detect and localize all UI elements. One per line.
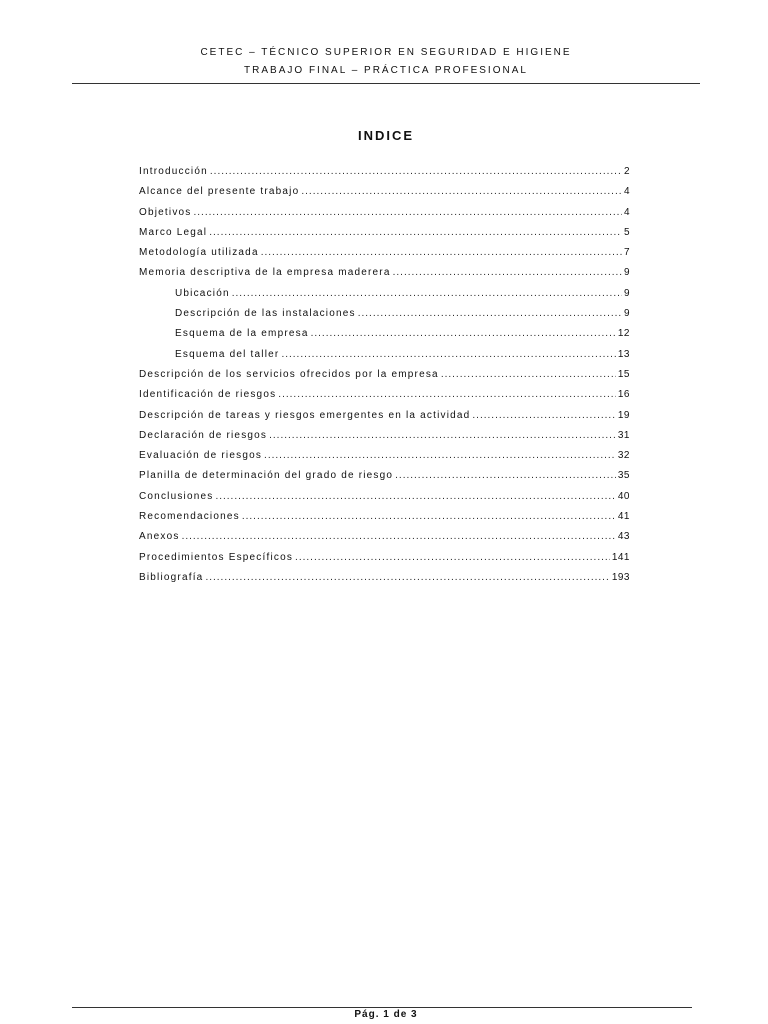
toc-page-number: 5 xyxy=(623,226,630,238)
table-of-contents xyxy=(139,166,630,592)
toc-page-number: 12 xyxy=(617,328,630,340)
toc-entry-title: Anexos xyxy=(139,531,180,543)
toc-leader-dots xyxy=(301,186,622,197)
toc-leader-dots xyxy=(395,470,616,481)
toc-entry-title: Alcance del presente trabajo xyxy=(139,186,300,198)
toc-leader-dots xyxy=(210,166,622,177)
toc-page-number: 9 xyxy=(623,287,630,299)
page-header xyxy=(72,44,700,80)
toc-entry xyxy=(139,207,630,227)
toc-leader-dots xyxy=(393,267,622,278)
toc-subentry xyxy=(139,328,630,348)
toc-page-number: 9 xyxy=(623,267,630,279)
toc-page-number: 16 xyxy=(617,389,630,401)
toc-entry xyxy=(139,552,630,572)
toc-page-number: 4 xyxy=(623,206,630,218)
toc-page-number: 2 xyxy=(623,166,630,177)
toc-page-number: 41 xyxy=(617,511,630,523)
toc-entry-title: Descripción de tareas y riesgos emergentes en la actividad xyxy=(139,409,471,421)
toc-leader-dots xyxy=(295,552,610,563)
toc-entry xyxy=(139,470,630,490)
toc-entry-title: Procedimientos Específicos xyxy=(139,551,294,563)
toc-leader-dots xyxy=(264,450,616,461)
toc-leader-dots xyxy=(182,531,616,542)
toc-entry-title: Esquema del taller xyxy=(175,348,280,360)
toc-subentry xyxy=(139,308,630,328)
toc-page-number: 15 xyxy=(617,368,630,380)
toc-page-number: 141 xyxy=(611,551,630,563)
toc-leader-dots xyxy=(209,227,622,238)
toc-leader-dots xyxy=(472,410,615,421)
toc-entry-title: Bibliografía xyxy=(139,571,204,583)
toc-entry-title: Evaluación de riesgos xyxy=(139,450,263,462)
toc-leader-dots xyxy=(278,389,616,400)
toc-entry-title: Metodología utilizada xyxy=(139,247,259,259)
toc-leader-dots xyxy=(311,328,616,339)
toc-page-number: 9 xyxy=(623,308,630,320)
toc-entry-title: Planilla de determinación del grado de riesgo xyxy=(139,470,394,482)
toc-page-number: 35 xyxy=(617,470,630,482)
toc-page-number: 31 xyxy=(617,429,630,441)
toc-leader-dots xyxy=(242,511,616,522)
toc-page-number: 32 xyxy=(617,450,630,462)
toc-entry-title: Marco Legal xyxy=(139,226,208,238)
toc-page-number: 19 xyxy=(617,409,630,421)
toc-entry-title: Esquema de la empresa xyxy=(175,328,309,340)
toc-entry-title: Declaración de riesgos xyxy=(139,429,268,441)
footer-divider xyxy=(72,1007,692,1008)
toc-entry-title: Introducción xyxy=(139,166,208,177)
toc-leader-dots xyxy=(232,288,622,299)
toc-leader-dots xyxy=(269,430,616,441)
toc-entry xyxy=(139,267,630,287)
toc-entry-title: Objetivos xyxy=(139,206,192,218)
toc-leader-dots xyxy=(261,247,622,258)
toc-page-number: 13 xyxy=(617,348,630,360)
toc-entry xyxy=(139,369,630,389)
toc-entry xyxy=(139,450,630,470)
toc-page-number: 7 xyxy=(623,247,630,259)
index-title: INDICE xyxy=(357,128,415,143)
toc-page-number: 4 xyxy=(623,186,630,198)
toc-leader-dots xyxy=(441,369,616,380)
toc-leader-dots xyxy=(205,572,609,583)
toc-entry xyxy=(139,227,630,247)
toc-entry-title: Memoria descriptiva de la empresa maderera xyxy=(139,267,391,279)
toc-entry xyxy=(139,247,630,267)
footer-page-number: Pág. 1 de 3 xyxy=(354,1009,418,1020)
toc-entry xyxy=(139,511,630,531)
toc-subentry xyxy=(139,349,630,369)
header-divider xyxy=(72,83,700,84)
toc-page-number: 43 xyxy=(617,531,630,543)
header-institution: CETEC – TÉCNICO SUPERIOR EN SEGURIDAD E HIGIENE xyxy=(200,47,572,58)
toc-subentry xyxy=(139,288,630,308)
toc-leader-dots xyxy=(358,308,622,319)
toc-entry-title: Conclusiones xyxy=(139,490,214,502)
toc-entry-title: Descripción de las instalaciones xyxy=(175,308,356,320)
toc-leader-dots xyxy=(281,349,615,360)
toc-entry-title: Ubicación xyxy=(175,287,230,299)
toc-page-number: 193 xyxy=(611,571,630,583)
toc-entry xyxy=(139,389,630,409)
toc-entry-title: Descripción de los servicios ofrecidos por la empresa xyxy=(139,368,439,380)
toc-page-number: 40 xyxy=(617,490,630,502)
toc-entry xyxy=(139,410,630,430)
toc-entry xyxy=(139,186,630,206)
toc-entry xyxy=(139,430,630,450)
toc-entry-title: Recomendaciones xyxy=(139,511,240,523)
toc-entry xyxy=(139,531,630,551)
header-subtitle: TRABAJO FINAL – PRÁCTICA PROFESIONAL xyxy=(244,65,528,76)
toc-entry xyxy=(139,166,630,186)
toc-entry-title: Identificación de riesgos xyxy=(139,389,277,401)
toc-entry xyxy=(139,572,630,592)
toc-leader-dots xyxy=(194,207,622,218)
toc-entry xyxy=(139,491,630,511)
toc-leader-dots xyxy=(215,491,615,502)
